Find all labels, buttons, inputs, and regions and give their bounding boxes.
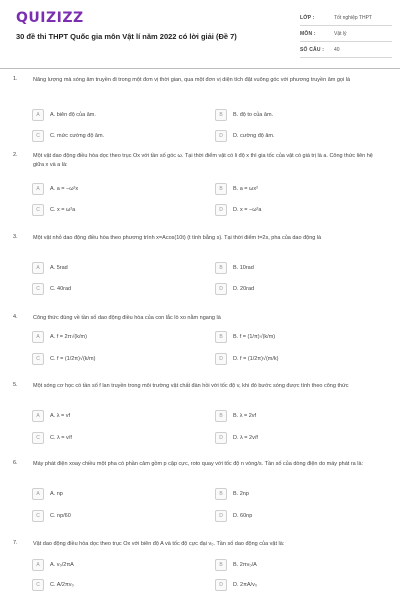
option-text: A. 5rad [50, 264, 68, 271]
question-6 [0, 460, 400, 540]
question-number: 6. [13, 460, 18, 466]
question-1 [0, 76, 400, 152]
option-text: A. biên độ của âm. [50, 111, 96, 118]
meta-row-count [300, 42, 392, 58]
header [0, 0, 400, 68]
option-b[interactable] [215, 261, 385, 274]
option-c[interactable] [32, 203, 202, 216]
option-text: B. f = (1/π)√(k/m) [233, 333, 276, 340]
option-a[interactable] [32, 261, 202, 274]
option-b[interactable] [215, 330, 385, 343]
question-number: 7. [13, 540, 18, 546]
option-d[interactable] [215, 129, 385, 142]
option-letter-box: A [32, 488, 44, 500]
quizizz-logo: QUIZIZZ [16, 10, 84, 26]
option-b[interactable] [215, 558, 385, 571]
option-text: B. 2np [233, 490, 249, 497]
option-a[interactable] [32, 108, 202, 121]
question-text: Một vật nhỏ dao động điều hòa theo phương trình x=Acos(10t) (t tính bằng s). Tại thời điểm t=2s, pha của dao động là [33, 235, 322, 241]
option-text: D. cường độ âm. [233, 132, 275, 139]
option-text: B. a = ωx² [233, 185, 258, 192]
option-text: D. 2πA/v₀ [233, 581, 258, 588]
option-c[interactable] [32, 509, 202, 522]
option-c[interactable] [32, 282, 202, 295]
option-letter-box: A [32, 109, 44, 121]
option-letter-box: B [215, 262, 227, 274]
question-number: 4. [13, 314, 18, 320]
option-text: D. x = −ω²a [233, 206, 262, 213]
option-letter-box: B [215, 331, 227, 343]
option-text: A. f = 2π√(k/m) [50, 333, 87, 340]
option-letter-box: D [215, 283, 227, 295]
option-letter-box: B [215, 410, 227, 422]
option-letter-box: B [215, 183, 227, 195]
option-a[interactable] [32, 330, 202, 343]
meta-label: SỐ CÂU : [300, 46, 325, 53]
option-text: D. 60np [233, 512, 253, 519]
meta-row-subject [300, 26, 392, 42]
meta-row-class [300, 10, 392, 26]
option-letter-box: B [215, 559, 227, 571]
option-a[interactable] [32, 409, 202, 422]
option-a[interactable] [32, 487, 202, 500]
option-letter-box: D [215, 432, 227, 444]
question-3 [0, 234, 400, 314]
meta-table [300, 10, 392, 58]
option-text: B. độ to của âm. [233, 111, 274, 118]
option-letter-box: C [32, 432, 44, 444]
question-text: Công thức đúng về tần số dao động điều hòa của con lắc lò xo nằm ngang là [33, 315, 221, 321]
option-text: A. v₀/2πA [50, 561, 74, 568]
option-text: C. f = (1/2π)√(k/m) [50, 355, 96, 362]
question-number: 1. [13, 76, 18, 82]
option-b[interactable] [215, 487, 385, 500]
option-c[interactable] [32, 352, 202, 365]
option-d[interactable] [215, 352, 385, 365]
option-text: C. x = ω²a [50, 206, 76, 213]
question-number: 2. [13, 152, 18, 158]
option-letter-box: D [215, 510, 227, 522]
option-letter-box: A [32, 183, 44, 195]
option-c[interactable] [32, 129, 202, 142]
option-letter-box: B [215, 109, 227, 121]
meta-value: 40 [334, 46, 340, 53]
option-text: C. mức cường độ âm. [50, 132, 105, 139]
option-letter-box: A [32, 559, 44, 571]
question-number: 3. [13, 234, 18, 240]
option-a[interactable] [32, 558, 202, 571]
option-text: C. 40rad [50, 285, 72, 292]
option-text: C. A/2πv₀ [50, 581, 74, 588]
option-text: C. λ = v/f [50, 434, 72, 441]
option-letter-box: C [32, 130, 44, 142]
option-text: D. f = (1/2π)√(m/k) [233, 355, 279, 362]
option-a[interactable] [32, 182, 202, 195]
header-divider [0, 68, 400, 69]
option-letter-box: D [215, 579, 227, 591]
option-text: B. 10rad [233, 264, 254, 271]
option-letter-box: D [215, 130, 227, 142]
option-b[interactable] [215, 182, 385, 195]
option-d[interactable] [215, 509, 385, 522]
question-text: Vật dao động điều hòa dọc theo trục Ox với biên độ A và tốc độ cực đại v₀. Tần số dao động của vật là: [33, 541, 285, 547]
option-text: A. λ = vf [50, 412, 71, 419]
option-text: A. np [50, 490, 63, 497]
option-d[interactable] [215, 578, 385, 591]
option-text: D. 20rad [233, 285, 255, 292]
meta-value: Vật lý [334, 30, 347, 37]
option-b[interactable] [215, 108, 385, 121]
question-text: Máy phát điện xoay chiều một pha có phần cảm gồm p cặp cực, roto quay với tốc độ n vòng/s. Tần số của dòng điện do máy phát ra là: [33, 461, 364, 467]
option-letter-box: B [215, 488, 227, 500]
question-text: Một sóng cơ học có tần số f lan truyền trong môi trường vật chất đàn hồi với tốc độ v, khi đó bước sóng được tính theo công thức [33, 383, 349, 389]
question-7 [0, 540, 400, 600]
option-letter-box: C [32, 283, 44, 295]
question-4 [0, 314, 400, 382]
question-5 [0, 382, 400, 460]
option-letter-box: C [32, 579, 44, 591]
meta-value: Tốt nghiệp THPT [334, 14, 372, 21]
question-list [0, 76, 400, 600]
option-text: B. λ = 2vf [233, 412, 257, 419]
meta-label: MÔN : [300, 30, 316, 37]
option-letter-box: C [32, 353, 44, 365]
option-letter-box: C [32, 510, 44, 522]
question-2 [0, 152, 400, 234]
option-d[interactable] [215, 282, 385, 295]
option-d[interactable] [215, 203, 385, 216]
option-b[interactable] [215, 409, 385, 422]
option-text: D. λ = 2v/f [233, 434, 258, 441]
option-letter-box: C [32, 204, 44, 216]
option-letter-box: A [32, 410, 44, 422]
option-letter-box: D [215, 353, 227, 365]
option-text: B. 2πv₀/A [233, 561, 257, 568]
option-d[interactable] [215, 431, 385, 444]
page-title: 30 đề thi THPT Quốc gia môn Vật lí năm 2022 có lời giải (Đề 7) [16, 32, 237, 41]
meta-label: LỚP : [300, 14, 315, 21]
option-text: A. a = −ω²x [50, 185, 79, 192]
question-text: Năng lượng mà sóng âm truyền đi trong một đơn vị thời gian, qua một đơn vị diện tích đặt vuông góc với phương truyền âm gọi là [33, 77, 351, 83]
option-c[interactable] [32, 431, 202, 444]
option-letter-box: A [32, 262, 44, 274]
option-letter-box: A [32, 331, 44, 343]
option-text: C. np/60 [50, 512, 71, 519]
question-number: 5. [13, 382, 18, 388]
option-c[interactable] [32, 578, 202, 591]
question-text: Một vật dao động điều hòa dọc theo trục Ox với tần số góc ω. Tại thời điểm vật có li độ x thì gia tốc của vật có giá trị là a. Công thức liên hệ giữa x và a là: [33, 153, 373, 168]
option-letter-box: D [215, 204, 227, 216]
